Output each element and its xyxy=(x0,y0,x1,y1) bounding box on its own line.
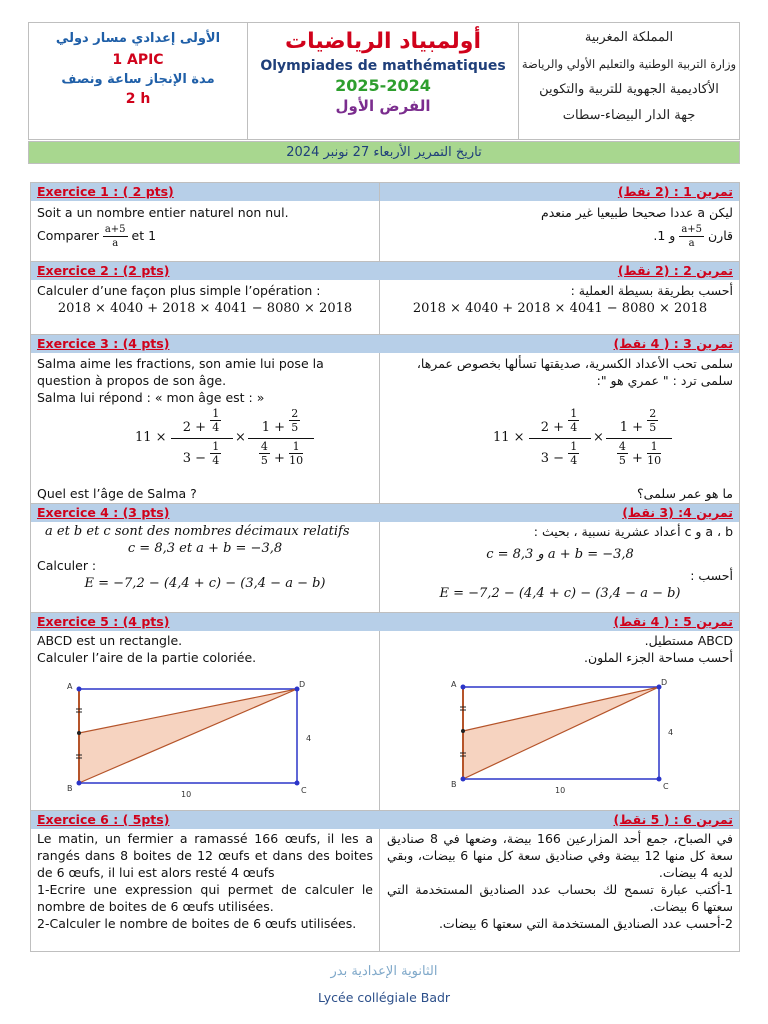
exercise-6-title-ar: تمرين 6 : ( 5 نقط) xyxy=(613,812,733,827)
label-height: 4 xyxy=(306,734,312,743)
exercise-4-title-fr: Exercice 4 : (3 pts) xyxy=(37,505,170,520)
exercise-3-fr-text: Salma aime les fractions, son amie lui pose la question à propos de son âge. xyxy=(37,356,324,388)
exercise-2-fr xyxy=(37,282,373,317)
exercise-4-expression-fr: E = −7,2 − (4,4 + c) − (3,4 − a − b) xyxy=(84,576,326,591)
exercise-5-fr-line1: ABCD est un rectangle. xyxy=(37,633,183,648)
rectangle-figure-fr xyxy=(61,679,321,799)
header-title-block xyxy=(248,23,518,139)
exercise-3-title-ar: تمرين 3 : ( 4 نقط) xyxy=(613,336,733,351)
ministry-line: وزارة التربية الوطنية والتعليم الأولي والرياضة xyxy=(521,57,737,71)
shaded-triangle xyxy=(79,689,297,783)
exercise-2-expression-fr: 2018 × 4040 + 2018 × 4041 − 8080 × 2018 xyxy=(57,301,353,316)
exercise-4-fr-line3: Calculer : xyxy=(37,558,97,573)
exercise-3-ar-question: ما هو عمر سلمى؟ xyxy=(637,486,733,501)
exercise-1-ar-and-one: و 1. xyxy=(653,228,676,243)
exercise-5-ar xyxy=(387,632,733,666)
age-formula-ar: 11 × 2 + $\frac{1}{4}$ 3 − $\frac{1}{4}$ × 1 + $\frac{2}{5}$ $\frac{4}{5}$ + $\frac{1}{10}$ xyxy=(493,407,713,471)
exercise-1-title-fr: Exercice 1 : ( 2 pts) xyxy=(37,184,174,199)
label-width: 10 xyxy=(555,786,566,795)
exercise-6-ar-p2: 1-أكتب عبارة تسمح لك بحساب عدد الصناديق المستخدمة التي سعتها 6 بيضات. xyxy=(387,882,733,914)
exercise-2-ar xyxy=(387,282,733,317)
exercise-5-ar-line1: ABCD مستطيل. xyxy=(644,633,733,648)
exercise-4-ar-line1: a ، b و c أعداد عشرية نسبية ، بحيث : xyxy=(533,524,733,539)
exercise-3-ar xyxy=(387,355,733,389)
exercise-4-fr xyxy=(37,523,373,592)
point-b xyxy=(461,777,466,782)
fraction-a-plus-5-over-a-ar: $\frac{a+5}{a}$ xyxy=(681,224,703,249)
exercise-5-fr-line2: Calculer l’aire de la partie coloriée. xyxy=(37,650,257,665)
test-name-arabic: الفرض الأول xyxy=(335,97,431,115)
exercise-table xyxy=(30,182,740,952)
label-c: C xyxy=(301,786,307,795)
exercise-6-fr-p2: 1-Ecrire une expression qui permet de calculer le nombre de boites de 6 œufs utilisées. xyxy=(37,882,373,914)
exercise-5-title-ar: تمرين 5 : ( 4 نقط) xyxy=(613,614,733,629)
label-a: A xyxy=(67,682,73,691)
exercise-4-header xyxy=(31,504,739,522)
exercise-6-ar-p3: 2-أحسب عدد الصناديق المستخدمة التي سعتها 6 بيضات. xyxy=(438,916,733,931)
exercise-1-title-ar: تمرين 1 : (2 نقط) xyxy=(617,184,733,199)
exercise-2-header xyxy=(31,262,739,280)
duration-arabic: مدة الإنجاز ساعة ونصف xyxy=(61,72,215,87)
header-level-block xyxy=(29,23,247,139)
school-name-french: Lycée collégiale Badr xyxy=(317,990,451,1005)
exercise-4-fr-line1: a et b et c sont des nombres décimaux relatifs xyxy=(45,524,350,539)
exercise-3-fr-text2: Salma lui répond : « mon âge est : » xyxy=(37,390,265,405)
point-c xyxy=(295,781,300,786)
exercise-3-ar-text: سلمى تحب الأعداد الكسرية، صديقتها تسألها بخصوص عمرها، سلمى ترد : " عمري هو ": xyxy=(416,356,733,388)
academy-line: الأكاديمية الجهوية للتربية والتكوين xyxy=(539,82,719,97)
rectangle-figure-ar xyxy=(441,679,701,799)
exercise-6-fr-p3: 2-Calculer le nombre de boites de 6 œufs utilisées. xyxy=(37,916,357,931)
exercise-5-title-fr: Exercice 5 : (4 pts) xyxy=(37,614,170,629)
region-line: جهة الدار البيضاء-سطات xyxy=(562,108,696,123)
exercise-4-fr-line2: c = 8,3 et a + b = −3,8 xyxy=(127,541,283,556)
exercise-1-ar-line1: ليكن a عددا صحيحا طبيعيا غير منعدم xyxy=(540,205,733,220)
exam-date-band xyxy=(28,141,740,164)
document-header xyxy=(28,22,740,140)
exercise-4-ar-line3: أحسب : xyxy=(690,568,733,583)
exercise-6-title-fr: Exercice 6 : ( 5pts) xyxy=(37,812,170,827)
school-year: 2025-2024 xyxy=(335,76,431,95)
point-c xyxy=(657,777,662,782)
exercise-4-title-ar: تمرين 4: (3 نقط) xyxy=(622,505,733,520)
age-formula-fr: 11 × 2 + $\frac{1}{4}$ 3 − $\frac{1}{4}$ × 1 + $\frac{2}{5}$ $\frac{4}{5}$ + $\frac{1}{10}$ xyxy=(135,407,355,471)
level-code: 1 APIC xyxy=(112,52,164,68)
exercise-1-ar-compare: قارن xyxy=(708,228,733,243)
exercise-4-ar xyxy=(387,523,733,602)
exercise-1-fr xyxy=(37,204,373,250)
exam-date: تاريخ التمرير الأربعاء 27 نونبر 2024 xyxy=(286,145,482,160)
exercise-3-header xyxy=(31,335,739,353)
school-name-arabic: الثانوية الإعدادية بدر xyxy=(330,964,438,979)
exercise-2-expression-ar: 2018 × 4040 + 2018 × 4041 − 8080 × 2018 xyxy=(412,301,708,316)
label-b: B xyxy=(67,784,73,793)
exercise-3-fr-question: Quel est l’âge de Salma ? xyxy=(37,486,197,501)
label-a: A xyxy=(451,680,457,689)
exercise-1-fr-compare: Comparer xyxy=(37,228,99,243)
exercise-2-ar-line1: أحسب بطريقة بسيطة العملية : xyxy=(570,283,733,298)
exercise-6-fr xyxy=(37,830,373,932)
exercise-3-title-fr: Exercice 3 : (4 pts) xyxy=(37,336,170,351)
exercise-5-fr xyxy=(37,632,373,666)
label-height: 4 xyxy=(668,728,674,737)
exercise-4-ar-line2: c = 8,3 و a + b = −3,8 xyxy=(486,547,634,562)
exercise-1-ar xyxy=(387,204,733,250)
exercise-2-fr-line1: Calculer d’une façon plus simple l’opération : xyxy=(37,283,321,298)
exercise-6-fr-p1: Le matin, un fermier a ramassé 166 œufs, il les a rangés dans 8 boites de 12 œufs et dans des boites de 6 œufs, il lui est alors resté 4 œufs xyxy=(37,831,373,880)
title-arabic: أولمبياد الرياضيات xyxy=(284,29,481,54)
exercise-5-header xyxy=(31,613,739,631)
level-arabic: الأولى إعدادي مسار دولي xyxy=(55,31,221,46)
point-a xyxy=(77,687,82,692)
label-width: 10 xyxy=(181,790,192,799)
duration: 2 h xyxy=(125,91,151,107)
midpoint xyxy=(461,729,465,733)
exercise-1-fr-and-one: et 1 xyxy=(131,228,157,243)
exercise-2-title-fr: Exercice 2 : (2 pts) xyxy=(37,263,170,278)
fraction-a-plus-5-over-a: $\frac{a+5}{a}$ xyxy=(104,224,126,249)
kingdom-line: المملكة المغربية xyxy=(584,30,674,45)
label-d: D xyxy=(299,680,306,689)
point-b xyxy=(77,781,82,786)
exercise-2-title-ar: تمرين 2 : (2 نقط) xyxy=(617,263,733,278)
exercise-1-header xyxy=(31,183,739,201)
exercise-4-expression-ar: E = −7,2 − (4,4 + c) − (3,4 − a − b) xyxy=(439,586,681,601)
exercise-6-ar xyxy=(387,830,733,932)
exercise-6-header xyxy=(31,811,739,829)
label-b: B xyxy=(451,780,457,789)
point-a xyxy=(461,685,466,690)
exercise-6-ar-p1: في الصباح، جمع أحد المزارعين 166 بيضة، وضعها في 8 صناديق سعة كل منها 12 بيضة وفي صناديق سعة كل منها 6 بيضات، وبقي لديه 4 بيضات. xyxy=(387,831,733,880)
title-french: Olympiades de mathématiques xyxy=(260,58,506,74)
exercise-1-fr-line1: Soit a un nombre entier naturel non nul. xyxy=(37,205,289,220)
label-c: C xyxy=(663,782,669,791)
label-d: D xyxy=(661,679,668,687)
exercise-3-fr xyxy=(37,355,373,406)
header-institution-block xyxy=(519,23,739,141)
midpoint xyxy=(77,731,81,735)
shaded-triangle xyxy=(463,687,659,779)
exercise-5-ar-line2: أحسب مساحة الجزء الملون. xyxy=(583,650,733,665)
